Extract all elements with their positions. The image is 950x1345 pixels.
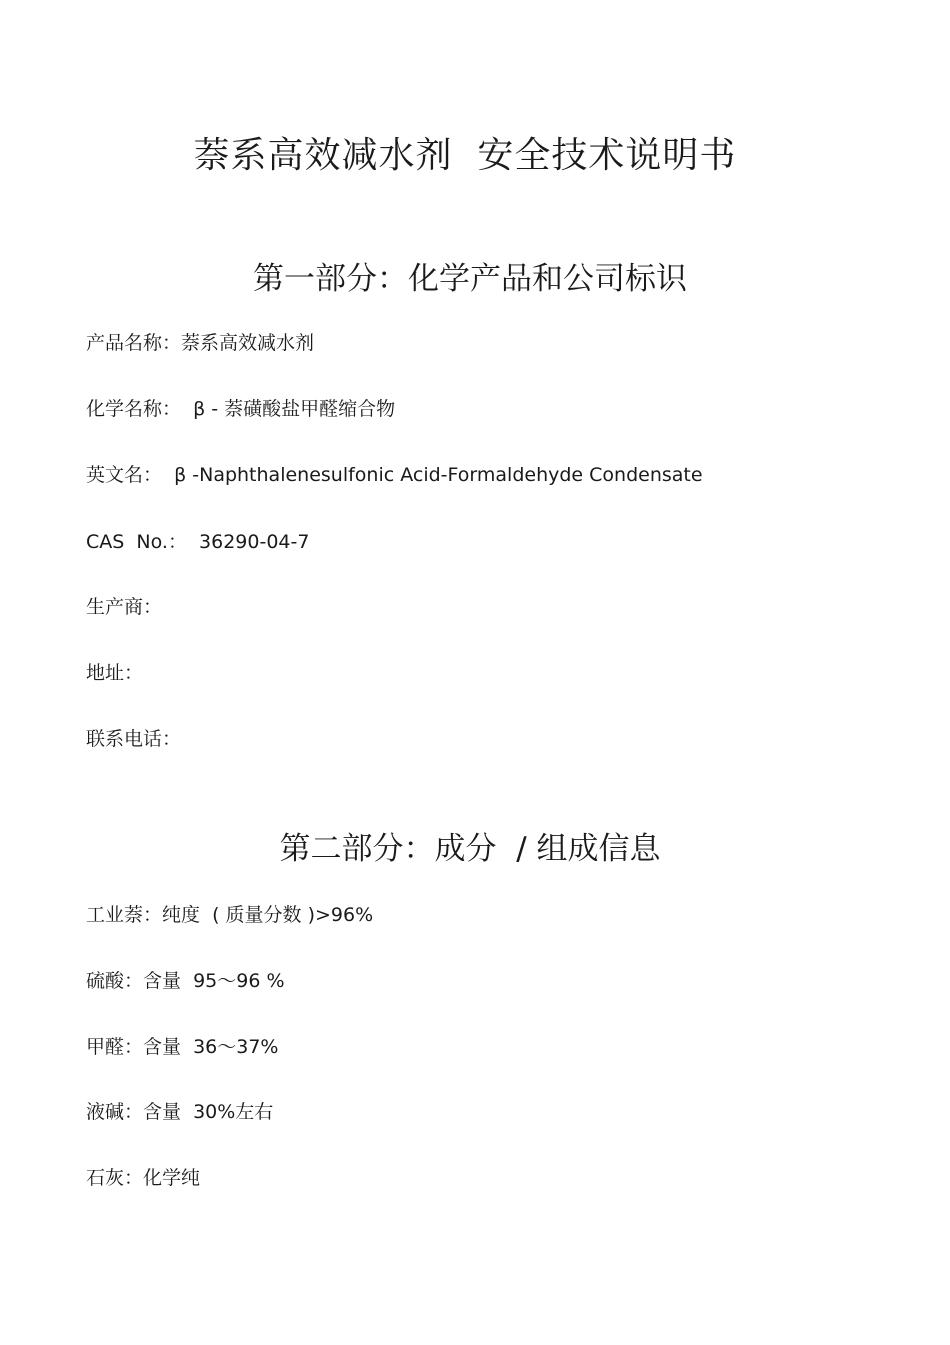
liquid-caustic-soda-line: 液碱：含量 30%左右 bbox=[86, 1101, 274, 1123]
document-title: 萘系高效减水剂 安全技术说明书 bbox=[193, 135, 737, 176]
address-line: 地址： bbox=[86, 662, 144, 684]
chemical-name-line: 化学名称： β - 萘磺酸盐甲醛缩合物 bbox=[86, 398, 396, 420]
lime-line: 石灰：化学纯 bbox=[86, 1167, 201, 1189]
section-1-heading: 第一部分：化学产品和公司标识 bbox=[253, 261, 687, 297]
cas-number-line: CAS No.： 36290-04-7 bbox=[86, 531, 310, 553]
section-2-heading: 第二部分：成分 / 组成信息 bbox=[279, 831, 661, 867]
product-name-line: 产品名称：萘系高效减水剂 bbox=[86, 332, 315, 354]
sulfuric-acid-line: 硫酸：含量 95～96 % bbox=[86, 970, 285, 992]
contact-phone-line: 联系电话： bbox=[86, 728, 182, 750]
manufacturer-line: 生产商： bbox=[86, 596, 163, 618]
industrial-naphthalene-line: 工业萘：纯度 ( 质量分数 )>96% bbox=[86, 904, 374, 926]
formaldehyde-line: 甲醛：含量 36～37% bbox=[86, 1036, 279, 1058]
english-name-line: 英文名： β -Naphthalenesulfonic Acid-Formaldehyde Condensate bbox=[86, 464, 703, 486]
